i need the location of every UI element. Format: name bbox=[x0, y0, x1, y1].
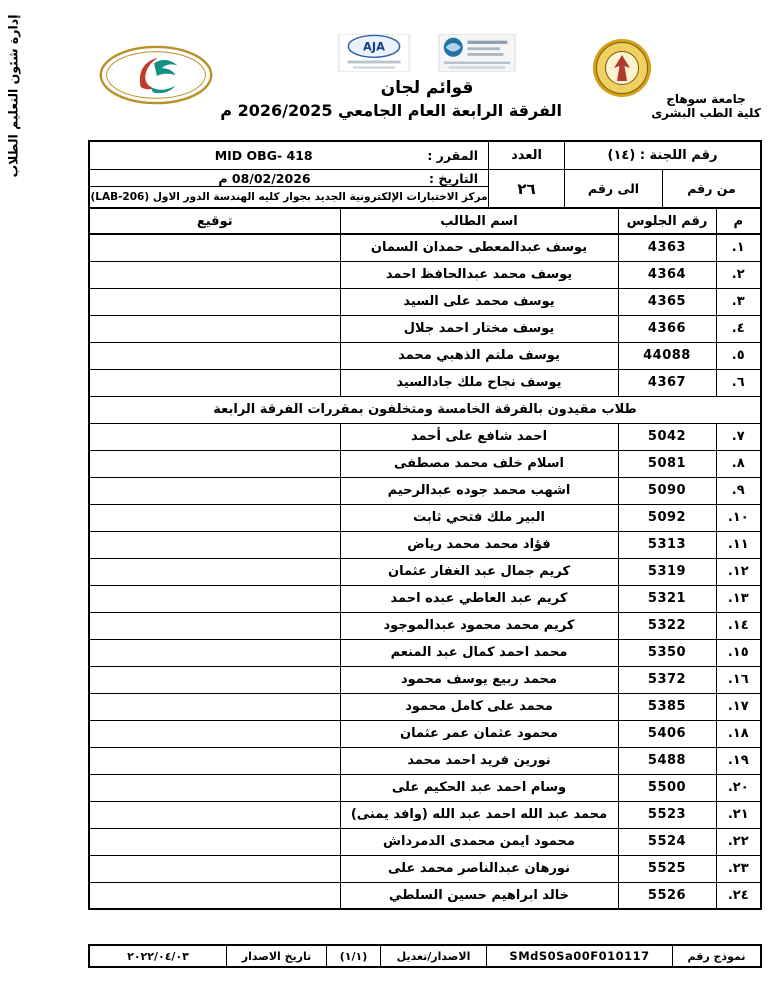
education-admin-logo-icon bbox=[96, 44, 216, 106]
accreditation-badge-icon bbox=[437, 34, 517, 72]
col-header-index: م bbox=[716, 208, 761, 234]
signature-cell bbox=[89, 504, 340, 531]
aja-badge-label: AJA bbox=[363, 39, 385, 54]
university-name: جامعة سوهاج bbox=[666, 92, 746, 106]
seat-number: 5488 bbox=[618, 747, 716, 774]
row-index: ٢٤. bbox=[716, 882, 761, 909]
row-index: ٢٠. bbox=[716, 774, 761, 801]
seat-number: 4367 bbox=[618, 369, 716, 396]
course-cell bbox=[90, 142, 488, 170]
row-index: ١٥. bbox=[716, 639, 761, 666]
seat-number: 5372 bbox=[618, 666, 716, 693]
row-index: ١٤. bbox=[716, 612, 761, 639]
signature-cell bbox=[89, 369, 340, 396]
table-row bbox=[89, 288, 761, 315]
signature-cell bbox=[89, 558, 340, 585]
table-row bbox=[89, 234, 761, 261]
student-name: محمد احمد كمال عبد المنعم bbox=[340, 639, 618, 666]
seat-number: 4365 bbox=[618, 288, 716, 315]
signature-cell bbox=[89, 450, 340, 477]
students-table bbox=[88, 207, 762, 910]
signature-cell bbox=[89, 531, 340, 558]
course-label: المقرر : bbox=[427, 148, 478, 163]
section-separator-text: طلاب مقيدون بالفرقة الخامسة ومتخلفون بمقررات الفرقة الرابعة bbox=[89, 396, 761, 423]
issue-date-label: تاريخ الاصدار bbox=[226, 946, 326, 966]
seat-number: 5525 bbox=[618, 855, 716, 882]
row-index: ١٦. bbox=[716, 666, 761, 693]
student-name: نورهان عبدالناصر محمد على bbox=[340, 855, 618, 882]
student-name: اسلام خلف محمد مصطفى bbox=[340, 450, 618, 477]
seat-range-from-label: من رقم bbox=[687, 181, 736, 196]
col-header-seat: رقم الجلوس bbox=[618, 208, 716, 234]
table-row bbox=[89, 666, 761, 693]
signature-cell bbox=[89, 288, 340, 315]
date-value: 08/02/2026 م bbox=[218, 170, 311, 186]
table-row bbox=[89, 504, 761, 531]
header-center-block bbox=[220, 34, 562, 120]
table-row bbox=[89, 639, 761, 666]
seat-number: 4366 bbox=[618, 315, 716, 342]
table-row bbox=[89, 450, 761, 477]
committee-number: رقم اللجنة : (١٤) bbox=[565, 142, 760, 170]
seat-number: 5523 bbox=[618, 801, 716, 828]
student-name: نورين فريد احمد محمد bbox=[340, 747, 618, 774]
student-name: كريم جمال عبد الغفار عثمان bbox=[340, 558, 618, 585]
student-name: محمد عبد الله احمد عبد الله (وافد يمنى) bbox=[340, 801, 618, 828]
table-row bbox=[89, 558, 761, 585]
student-name: كريم محمد محمود عبدالموجود bbox=[340, 612, 618, 639]
table-row bbox=[89, 369, 761, 396]
table-row bbox=[89, 477, 761, 504]
seat-number: 5524 bbox=[618, 828, 716, 855]
department-vertical-label: إدارة شئون التعليم الطلاب bbox=[5, 14, 21, 178]
student-name: محمود ايمن محمدى الدمرداش bbox=[340, 828, 618, 855]
seat-number: 5385 bbox=[618, 693, 716, 720]
committee-list-document bbox=[88, 140, 762, 910]
form-footer bbox=[88, 944, 762, 968]
signature-cell bbox=[89, 720, 340, 747]
student-name: محمد ربيع يوسف محمود bbox=[340, 666, 618, 693]
seat-number: 4364 bbox=[618, 261, 716, 288]
student-name: يوسف محمد على السيد bbox=[340, 288, 618, 315]
student-name: يوسف ملتم الذهبي محمد bbox=[340, 342, 618, 369]
aja-certification-badge-icon bbox=[337, 34, 411, 72]
row-index: ١٨. bbox=[716, 720, 761, 747]
row-index: ١. bbox=[716, 234, 761, 261]
section-separator-row bbox=[89, 396, 761, 423]
signature-cell bbox=[89, 585, 340, 612]
signature-cell bbox=[89, 315, 340, 342]
count-value: ٢٦ bbox=[517, 179, 536, 198]
revision-value: (١/١) bbox=[326, 946, 380, 966]
student-name: يوسف محمد عبدالحافظ احمد bbox=[340, 261, 618, 288]
seat-number: 5406 bbox=[618, 720, 716, 747]
row-index: ٢١. bbox=[716, 801, 761, 828]
seat-number: 5042 bbox=[618, 423, 716, 450]
row-index: ٨. bbox=[716, 450, 761, 477]
student-name: يوسف مختار احمد جلال bbox=[340, 315, 618, 342]
form-code: SMdS0Sa00F010117 bbox=[486, 946, 672, 966]
row-index: ٤. bbox=[716, 315, 761, 342]
signature-cell bbox=[89, 639, 340, 666]
table-row bbox=[89, 612, 761, 639]
student-name: البير ملك فتحي ثابت bbox=[340, 504, 618, 531]
row-index: ١٢. bbox=[716, 558, 761, 585]
student-name: محمود عثمان عمر عثمان bbox=[340, 720, 618, 747]
university-block bbox=[582, 38, 762, 134]
col-header-name: اسم الطالب bbox=[340, 208, 618, 234]
seat-number: 5313 bbox=[618, 531, 716, 558]
form-number-label: نموذج رقم bbox=[672, 946, 760, 966]
row-index: ٩. bbox=[716, 477, 761, 504]
student-name: يوسف عبدالمعطى حمدان السمان bbox=[340, 234, 618, 261]
table-row bbox=[89, 720, 761, 747]
seat-number: 44088 bbox=[618, 342, 716, 369]
table-row bbox=[89, 693, 761, 720]
table-row bbox=[89, 423, 761, 450]
seat-range-to-label: الى رقم bbox=[565, 170, 663, 207]
signature-cell bbox=[89, 882, 340, 909]
row-index: ٥. bbox=[716, 342, 761, 369]
student-name: احمد شافع على أحمد bbox=[340, 423, 618, 450]
row-index: ٧. bbox=[716, 423, 761, 450]
signature-cell bbox=[89, 234, 340, 261]
signature-cell bbox=[89, 666, 340, 693]
student-name: فؤاد محمد محمد رياض bbox=[340, 531, 618, 558]
seat-number: 5322 bbox=[618, 612, 716, 639]
student-name: يوسف نجاح ملك جادالسيد bbox=[340, 369, 618, 396]
count-label: العدد bbox=[489, 142, 564, 170]
student-name: اشهب محمد جوده عبدالرحيم bbox=[340, 477, 618, 504]
row-index: ٢٢. bbox=[716, 828, 761, 855]
student-rows bbox=[89, 234, 761, 909]
row-index: ١٣. bbox=[716, 585, 761, 612]
row-index: ٢. bbox=[716, 261, 761, 288]
seat-number: 5319 bbox=[618, 558, 716, 585]
course-value: MID OBG- 418 bbox=[214, 148, 313, 163]
signature-cell bbox=[89, 261, 340, 288]
table-row bbox=[89, 342, 761, 369]
exam-location: مركز الاختبارات الإلكترونية الجديد بجوار كليه الهندسة الدور الاول (LAB-206) bbox=[90, 191, 488, 203]
seat-number: 4363 bbox=[618, 234, 716, 261]
col-header-signature: توقيع bbox=[89, 208, 340, 234]
table-row bbox=[89, 747, 761, 774]
signature-cell bbox=[89, 423, 340, 450]
seat-number: 5321 bbox=[618, 585, 716, 612]
signature-cell bbox=[89, 612, 340, 639]
seat-number: 5500 bbox=[618, 774, 716, 801]
student-name: كريم عبد العاطي عبده احمد bbox=[340, 585, 618, 612]
row-index: ٦. bbox=[716, 369, 761, 396]
exam-info-header bbox=[88, 140, 762, 207]
row-index: ١١. bbox=[716, 531, 761, 558]
issue-date-value: ٢٠٢٢/٠٤/٠٣ bbox=[127, 949, 189, 963]
signature-cell bbox=[89, 801, 340, 828]
row-index: ٢٣. bbox=[716, 855, 761, 882]
signature-cell bbox=[89, 855, 340, 882]
student-name: وسام احمد عبد الحكيم على bbox=[340, 774, 618, 801]
table-row bbox=[89, 882, 761, 909]
date-cell bbox=[90, 170, 488, 187]
student-name: محمد على كامل محمود bbox=[340, 693, 618, 720]
signature-cell bbox=[89, 747, 340, 774]
table-row bbox=[89, 828, 761, 855]
table-row bbox=[89, 855, 761, 882]
table-row bbox=[89, 315, 761, 342]
revision-label: الاصدار/تعديل bbox=[380, 946, 486, 966]
page-title: قوائم لجان bbox=[380, 78, 474, 98]
faculty-name: كلية الطب البشرى bbox=[651, 106, 761, 121]
signature-cell bbox=[89, 774, 340, 801]
date-label: التاريخ : bbox=[428, 170, 478, 186]
seat-number: 5350 bbox=[618, 639, 716, 666]
row-index: ١٩. bbox=[716, 747, 761, 774]
table-row bbox=[89, 531, 761, 558]
signature-cell bbox=[89, 342, 340, 369]
seat-number: 5092 bbox=[618, 504, 716, 531]
table-row bbox=[89, 585, 761, 612]
row-index: ٣. bbox=[716, 288, 761, 315]
student-name: خالد ابراهيم حسين السلطي bbox=[340, 882, 618, 909]
table-row bbox=[89, 801, 761, 828]
seat-number: 5090 bbox=[618, 477, 716, 504]
table-header-row bbox=[89, 208, 761, 234]
row-index: ١٧. bbox=[716, 693, 761, 720]
seat-number: 5081 bbox=[618, 450, 716, 477]
table-row bbox=[89, 774, 761, 801]
seat-number: 5526 bbox=[618, 882, 716, 909]
table-row bbox=[89, 261, 761, 288]
page-subtitle: الفرقة الرابعة العام الجامعي 2026/2025 م bbox=[220, 101, 562, 120]
sohag-university-logo-icon bbox=[592, 38, 652, 98]
signature-cell bbox=[89, 693, 340, 720]
row-index: ١٠. bbox=[716, 504, 761, 531]
seat-range-cell bbox=[565, 170, 760, 207]
signature-cell bbox=[89, 828, 340, 855]
signature-cell bbox=[89, 477, 340, 504]
